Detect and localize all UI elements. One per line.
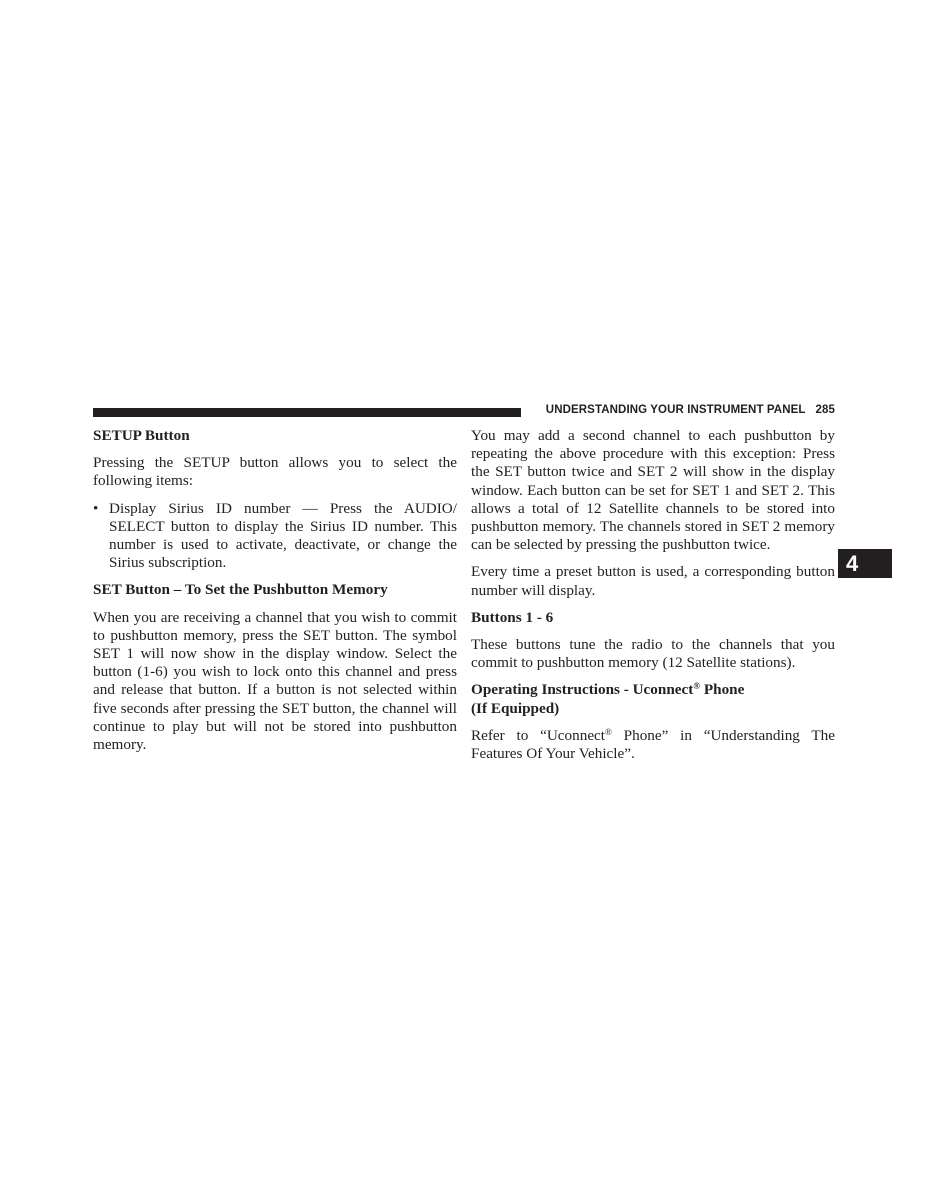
section-title: UNDERSTANDING YOUR INSTRUMENT PANEL — [545, 404, 806, 416]
set-button-heading: SET Button – To Set the Pushbutton Memory — [93, 581, 388, 599]
right-column — [471, 427, 835, 772]
setup-heading: SETUP Button — [93, 427, 190, 444]
running-header — [530, 404, 835, 416]
operating-heading-line2: (If Equipped) — [471, 699, 560, 717]
set-button-paragraph: When you are receiving a channel that you wish to commit to pushbutton memory, press the SET button. The symbol SET 1 will now show in the display window. Select the button (1-6) you wish to lock onto this channel and press and release that button. If a button is not selected within five seconds after pressing the SET button, the channel will continue to play but will not be stored into pushbutton memory. — [93, 608, 457, 754]
buttons-paragraph: These buttons tune the radio to the channels that you commit to pushbutton memory (12 Satellite stations). — [471, 636, 835, 672]
refer-text-post: Phone” in “Understanding The Features Of Your Vehicle”. — [471, 726, 835, 763]
header-rule — [93, 408, 521, 417]
setup-intro-paragraph: Pressing the SETUP button allows you to select the following items: — [93, 454, 457, 490]
registered-mark-2: ® — [605, 726, 612, 737]
operating-heading-line1-post: Phone — [700, 681, 745, 699]
bullet-marker: • — [93, 499, 99, 517]
registered-mark: ® — [693, 681, 701, 692]
page-number: 285 — [815, 404, 835, 416]
preset-paragraph: Every time a preset button is used, a corresponding button number will display. — [471, 563, 835, 599]
operating-instructions-heading — [471, 681, 835, 717]
left-column — [93, 427, 457, 763]
chapter-tab: 4 — [838, 549, 892, 578]
refer-paragraph — [471, 727, 835, 763]
buttons-heading: Buttons 1 - 6 — [471, 608, 554, 626]
operating-heading-line1-pre: Operating Instructions - Uconnect — [471, 681, 694, 699]
bullet-list-item — [93, 500, 457, 573]
refer-text-pre: Refer to “Uconnect — [471, 726, 606, 744]
bullet-text: Display Sirius ID number — Press the AUDIO/ SELECT button to display the Sirius ID number. This number is used to activate, deactivate, or change the Sirius subscription. — [109, 499, 457, 572]
second-channel-paragraph: You may add a second channel to each pushbutton by repeating the above procedure with this exception: Press the SET button twice and SET 2 will show in the display window. Each button can be set for SET 1 and SET 2. This allows a total of 12 Satellite channels to be stored into pushbutton memory. The channels stored in SET 2 memory can be selected by pressing the pushbutton twice. — [471, 427, 835, 554]
